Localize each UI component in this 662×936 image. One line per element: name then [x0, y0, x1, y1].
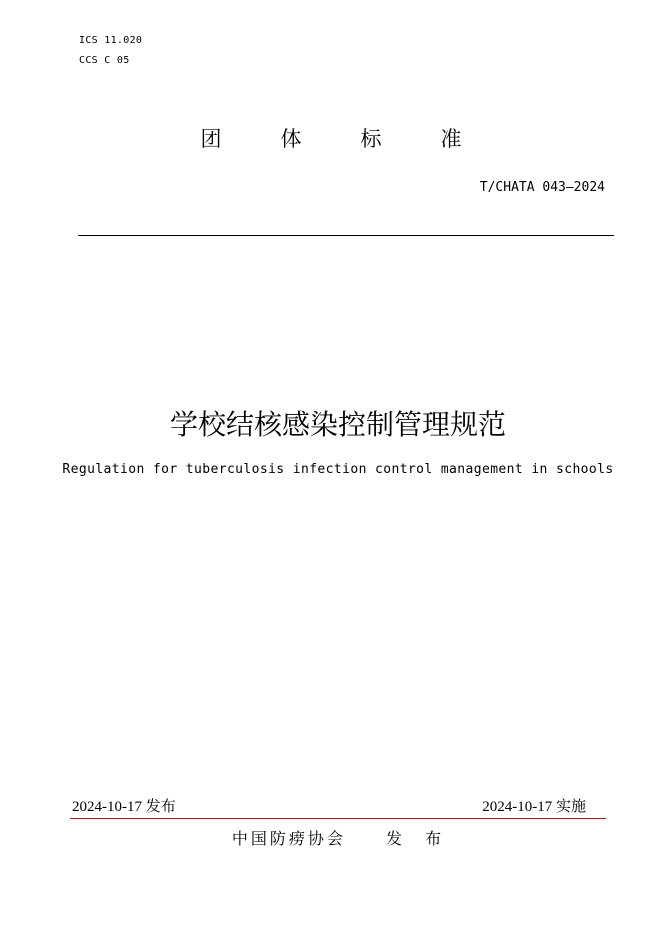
- title-english: Regulation for tuberculosis infection control management in schools: [62, 462, 614, 477]
- issuer: 中国防痨协会 发 布: [231, 829, 445, 848]
- standard-code: T/CHATA 043—2024: [479, 180, 605, 195]
- bottom-divider: [70, 818, 606, 819]
- title-chinese: 学校结核感染控制管理规范: [169, 408, 506, 441]
- ics-code: ICS 11.020: [79, 35, 143, 46]
- standard-type-heading: [0, 123, 662, 153]
- standard-type-char: 体: [280, 127, 302, 151]
- publish-date: 2024-10-17 发布: [72, 799, 176, 815]
- ccs-code: CCS C 05: [79, 55, 130, 66]
- top-divider: [78, 235, 614, 236]
- standard-type-char: 标: [360, 127, 382, 151]
- implement-date: 2024-10-17 实施: [482, 799, 586, 815]
- standard-type-char: 准: [440, 127, 462, 151]
- standard-type-char: 团: [200, 127, 222, 151]
